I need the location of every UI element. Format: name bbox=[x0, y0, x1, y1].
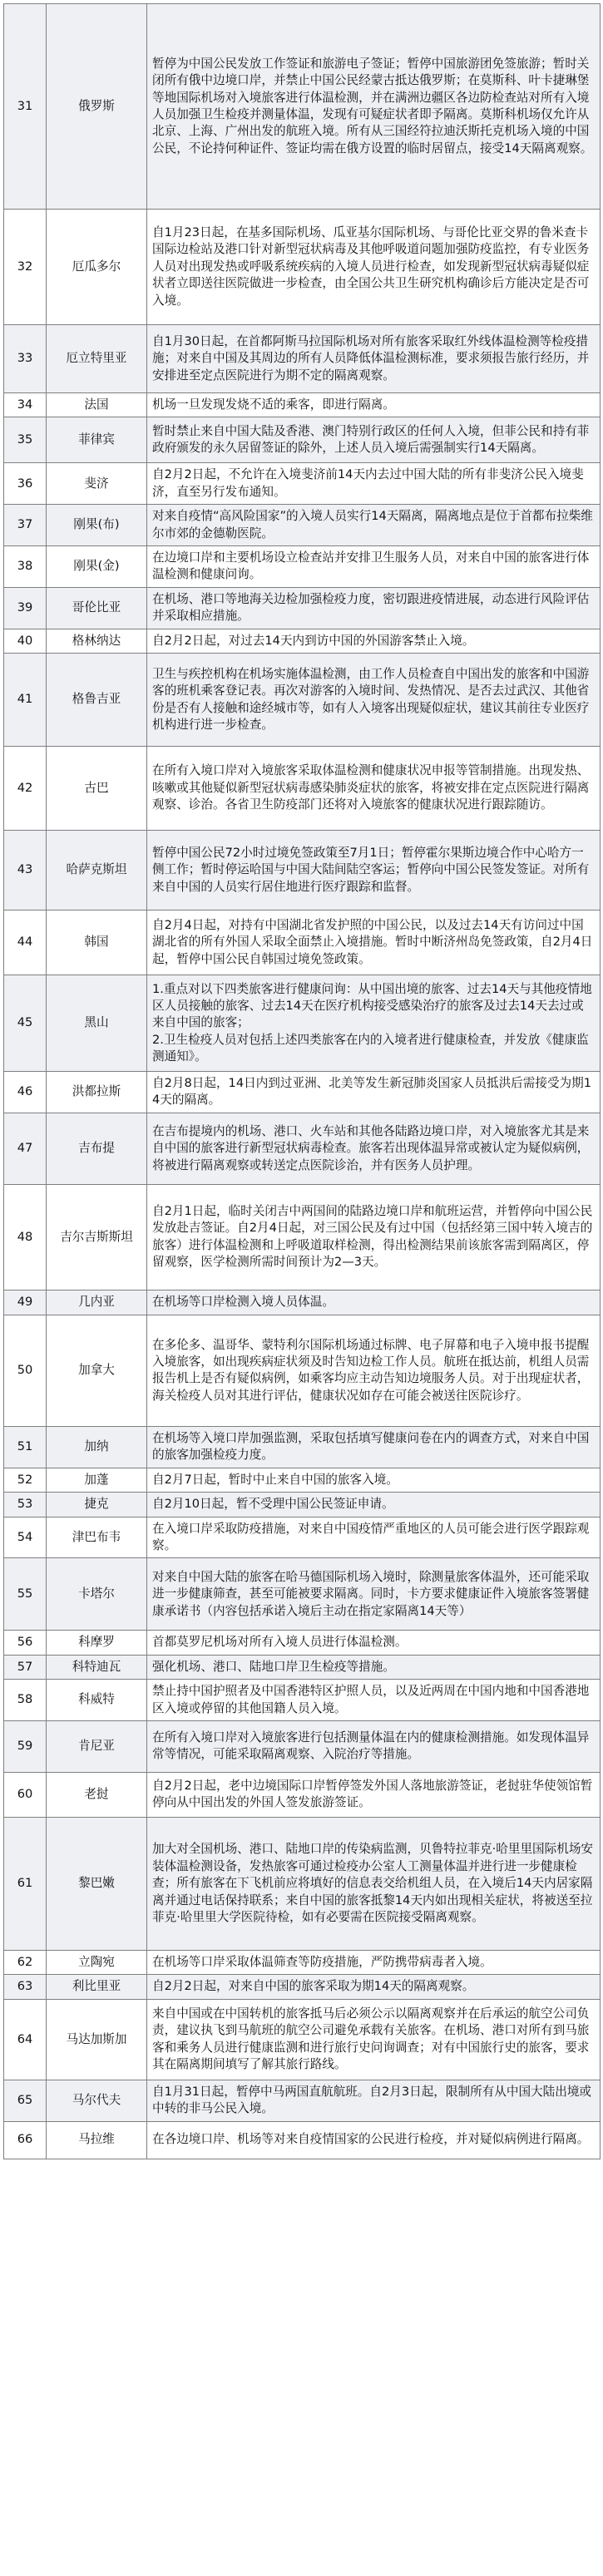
table-row bbox=[4, 546, 601, 588]
row-number: 66 bbox=[4, 2121, 47, 2159]
row-number: 35 bbox=[4, 417, 47, 463]
table-row bbox=[4, 1290, 601, 1315]
measures-table-wrapper bbox=[3, 3, 600, 2159]
country-name: 法国 bbox=[47, 393, 147, 417]
table-row bbox=[4, 1468, 601, 1492]
entry-measure-text: 自2月8日起，14日内到过亚洲、北美等发生新冠肺炎国家人员抵洪后需接受为期14天的隔离。 bbox=[147, 1072, 601, 1113]
country-name: 肯尼亚 bbox=[47, 1720, 147, 1772]
table-row bbox=[4, 2121, 601, 2159]
country-name: 加蓬 bbox=[47, 1468, 147, 1492]
table-row bbox=[4, 1817, 601, 1950]
country-name: 韩国 bbox=[47, 910, 147, 975]
table-row bbox=[4, 505, 601, 546]
row-number: 52 bbox=[4, 1468, 47, 1492]
entry-measure-text: 自2月2日起，对过去14天内到访中国的外国游客禁止入境。 bbox=[147, 629, 601, 653]
entry-measure-text: 在各边境口岸、机场等对来自疫情国家的公民进行检疫，并对疑似病例进行隔离。 bbox=[147, 2121, 601, 2159]
country-name: 菲律宾 bbox=[47, 417, 147, 463]
row-number: 64 bbox=[4, 1999, 47, 2080]
table-row bbox=[4, 210, 601, 325]
table-row bbox=[4, 654, 601, 747]
entry-measure-text: 对来自疫情“高风险国家”的入境人员实行14天隔离，隔离地点是位于首都布拉柴维尔市郊的金德勒医院。 bbox=[147, 505, 601, 546]
table-row bbox=[4, 1558, 601, 1631]
row-number: 62 bbox=[4, 1950, 47, 1974]
row-number: 50 bbox=[4, 1315, 47, 1426]
row-number: 55 bbox=[4, 1558, 47, 1631]
entry-measure-text: 在边境口岸和主要机场设立检查站并安排卫生服务人员，对来自中国的旅客进行体温检测和健康问询。 bbox=[147, 546, 601, 588]
entry-measure-text: 首都莫罗尼机场对所有入境人员进行体温检测。 bbox=[147, 1631, 601, 1655]
country-name: 津巴布韦 bbox=[47, 1517, 147, 1558]
entry-measure-text: 自2月7日起，暂时中止来自中国的旅客入境。 bbox=[147, 1468, 601, 1492]
entry-measure-text: 在多伦多、温哥华、蒙特利尔国际机场通过标牌、电子屏幕和电子入境申报书提醒入境旅客，如出现疾病症状须及时告知边检工作人员。航班在抵达前，机组人员需报告机上是否有疑似病例，如乘客均应主动告知边境服务人员。对于出现症状者，海关检疫人员对其进行评估，健康状况如存在可能会被送往医院诊疗。 bbox=[147, 1315, 601, 1426]
row-number: 37 bbox=[4, 505, 47, 546]
table-row bbox=[4, 1517, 601, 1558]
table-row bbox=[4, 1655, 601, 1679]
country-name: 斐济 bbox=[47, 463, 147, 505]
entry-measure-text: 在机场等入境口岸加强监测，采取包括填写健康问卷在内的调查方式，对来自中国的旅客加强检疫力度。 bbox=[147, 1426, 601, 1468]
entry-measure-text: 暂时禁止来自中国大陆及香港、澳门特别行政区的任何人入境，但菲公民和持有菲政府颁发的永久居留签证的除外，上述人员入境后需强制实行14天隔离。 bbox=[147, 417, 601, 463]
row-number: 65 bbox=[4, 2080, 47, 2121]
country-name: 黎巴嫩 bbox=[47, 1817, 147, 1950]
country-name: 科威特 bbox=[47, 1680, 147, 1721]
country-name: 厄瓜多尔 bbox=[47, 210, 147, 325]
row-number: 39 bbox=[4, 587, 47, 629]
entry-measure-text: 暂停为中国公民发放工作签证和旅游电子签证；暂停中国旅游团免签旅游；暂时关闭所有俄中边境口岸，并禁止中国公民经蒙古抵达俄罗斯；在莫斯科、叶卡捷琳堡等地国际机场对入境旅客进行体温检测，并在满洲边疆区各边防检查站对所有入境人员加强卫生检疫并测量体温，发现有可疑症状者即予隔离。莫斯科机场仅允许从北京、上海、广州出发的航班入境。所有从三国经符拉迪沃斯托克机场入境的中国公民，不论持何种证件、签证均需在俄方设置的临时居留点，接受14天隔离观察。 bbox=[147, 4, 601, 210]
row-number: 47 bbox=[4, 1113, 47, 1184]
country-name: 立陶宛 bbox=[47, 1950, 147, 1974]
entry-measures-table bbox=[3, 3, 601, 2159]
table-row bbox=[4, 747, 601, 831]
row-number: 53 bbox=[4, 1493, 47, 1517]
entry-measure-text: 自2月2日起，老中边境国际口岸暂停签发外国人落地旅游签证，老挝驻华使领馆暂停向从中国出发的外国人签发旅游签证。 bbox=[147, 1772, 601, 1817]
row-number: 41 bbox=[4, 654, 47, 747]
entry-measure-text: 加大对全国机场、港口、陆地口岸的传染病监测，贝鲁特拉菲克·哈里里国际机场安装体温检测设备，发热旅客可通过检疫办公室人工测量体温并进行进一步健康检查；所有旅客在下飞机前应将填好的信息表交给机组人员，在入境后14天内居家隔离并通过电话保持联系；来自中国的旅客抵黎14天内如出现相关症状，将被送至拉菲克·哈里里大学医院待检，如有必要需在医院接受隔离观察。 bbox=[147, 1817, 601, 1950]
entry-measure-text: 禁止持中国护照者及中国香港特区护照人员，以及近两周在中国内地和中国香港地区入境或停留的其他国籍人员入境。 bbox=[147, 1680, 601, 1721]
entry-measure-text: 自2月2日起，不允许在入境斐济前14天内去过中国大陆的所有非斐济公民入境斐济，直至另行发布通知。 bbox=[147, 463, 601, 505]
row-number: 59 bbox=[4, 1720, 47, 1772]
table-row bbox=[4, 831, 601, 910]
entry-measure-text: 自2月4日起，对持有中国湖北省发护照的中国公民，以及过去14天有访问过中国湖北省的所有外国人采取全面禁止入境措施。暂时中断济州岛免签政策，自2月4日起，暂停中国公民自韩国过境免签政策。 bbox=[147, 910, 601, 975]
row-number: 43 bbox=[4, 831, 47, 910]
row-number: 51 bbox=[4, 1426, 47, 1468]
entry-measure-text: 暂停中国公民72小时过境免签政策至7月1日；暂停霍尔果斯边境合作中心哈方一侧工作；暂时停运哈国与中国大陆间陆空客运；暂停向中国公民签发签证。对所有来自中国的人员实行居住地进行医疗跟踪和监督。 bbox=[147, 831, 601, 910]
row-number: 46 bbox=[4, 1072, 47, 1113]
entry-measure-text: 自1月30日起，在首都阿斯马拉国际机场对所有旅客采取红外线体温检测等检疫措施；对来自中国及其周边的所有人员降低体温检测标准，要求须报告旅行经历，并安排进至定点医院进行为期不定的隔离观察。 bbox=[147, 325, 601, 393]
row-number: 36 bbox=[4, 463, 47, 505]
row-number: 56 bbox=[4, 1631, 47, 1655]
entry-measure-text: 自2月1日起，临时关闭吉中两国间的陆路边境口岸和航班运营，并暂停向中国公民发放赴吉签证。自2月4日起，对三国公民及有过中国（包括经第三国中转入境吉的旅客）进行体温检测和上呼吸道取样检测，得出检测结果前该旅客需到隔离区，停留观察，医学检测所需时间预计为2—3天。 bbox=[147, 1184, 601, 1290]
table-row bbox=[4, 1184, 601, 1290]
table-row bbox=[4, 1631, 601, 1655]
country-name: 加拿大 bbox=[47, 1315, 147, 1426]
table-row bbox=[4, 1426, 601, 1468]
country-name: 马达加斯加 bbox=[47, 1999, 147, 2080]
country-name: 哥伦比亚 bbox=[47, 587, 147, 629]
country-name: 捷克 bbox=[47, 1493, 147, 1517]
row-number: 34 bbox=[4, 393, 47, 417]
row-number: 45 bbox=[4, 975, 47, 1072]
row-number: 58 bbox=[4, 1680, 47, 1721]
table-row bbox=[4, 1999, 601, 2080]
entry-measure-text: 卫生与疾控机构在机场实施体温检测，由工作人员检查自中国出发的旅客和中国游客的班机乘客登记表。再次对游客的入境时间、发热情况、是否去过武汉、其他省份是否有人接触和途经城市等，如有人入境客出现疑似症状，建议其前往专业医疗机构进行进一步检查。 bbox=[147, 654, 601, 747]
table-row bbox=[4, 1720, 601, 1772]
country-name: 古巴 bbox=[47, 747, 147, 831]
table-row bbox=[4, 910, 601, 975]
row-number: 63 bbox=[4, 1975, 47, 1999]
entry-measure-text: 在吉布提境内的机场、港口、火车站和其他各陆路边境口岸，对入境旅客尤其是来自中国的旅客进行新型冠状病毒检查。旅客若出现体温异常或被认定为疑似病例，将被进行隔离观察或转送定点医院诊治，并有医务人员护理。 bbox=[147, 1113, 601, 1184]
table-row bbox=[4, 1772, 601, 1817]
table-row bbox=[4, 587, 601, 629]
entry-measure-text: 在所有入境口岸对入境旅客进行包括测量体温在内的健康检测措施。如发现体温异常等情况，可能采取隔离观察、入院治疗等措施。 bbox=[147, 1720, 601, 1772]
country-name: 厄立特里亚 bbox=[47, 325, 147, 393]
entry-measure-text: 1.重点对以下四类旅客进行健康问询：从中国出境的旅客、过去14天与其他疫情地区人员接触的旅客、过去14天在医疗机构接受感染治疗的旅客及过去14天去过或来自中国的旅客； 2.卫生检疫人员对包括上述四类旅客在内的入境者进行健康检查，并发放《健康监测通知》。 bbox=[147, 975, 601, 1072]
country-name: 格林纳达 bbox=[47, 629, 147, 653]
table-body bbox=[4, 4, 601, 2159]
country-name: 吉尔吉斯斯坦 bbox=[47, 1184, 147, 1290]
table-row bbox=[4, 1315, 601, 1426]
country-name: 刚果(布) bbox=[47, 505, 147, 546]
country-name: 卡塔尔 bbox=[47, 1558, 147, 1631]
entry-measure-text: 自2月2日起，对来自中国的旅客采取为期14天的隔离观察。 bbox=[147, 1975, 601, 1999]
row-number: 38 bbox=[4, 546, 47, 588]
country-name: 几内亚 bbox=[47, 1290, 147, 1315]
entry-measure-text: 在机场等口岸检测入境人员体温。 bbox=[147, 1290, 601, 1315]
country-name: 格鲁吉亚 bbox=[47, 654, 147, 747]
row-number: 31 bbox=[4, 4, 47, 210]
entry-measure-text: 强化机场、港口、陆地口岸卫生检疫等措施。 bbox=[147, 1655, 601, 1679]
row-number: 48 bbox=[4, 1184, 47, 1290]
country-name: 洪都拉斯 bbox=[47, 1072, 147, 1113]
table-row bbox=[4, 325, 601, 393]
table-row bbox=[4, 975, 601, 1072]
row-number: 40 bbox=[4, 629, 47, 653]
country-name: 老挝 bbox=[47, 1772, 147, 1817]
table-row bbox=[4, 1072, 601, 1113]
table-row bbox=[4, 463, 601, 505]
entry-measure-text: 机场一旦发现发烧不适的乘客，即进行隔离。 bbox=[147, 393, 601, 417]
table-row bbox=[4, 4, 601, 210]
country-name: 科摩罗 bbox=[47, 1631, 147, 1655]
table-row bbox=[4, 1113, 601, 1184]
entry-measure-text: 自1月23日起，在基多国际机场、瓜亚基尔国际机场、与哥伦比亚交界的鲁米查卡国际边检站及港口针对新型冠状病毒及其他呼吸道问题加强防疫监控，有专业医务人员对出现发热或呼吸系统疾病的入境人员进行检查，如发现新型冠状病毒疑似症状者立即送往医院做进一步检查，由全国公共卫生研究机构确诊后方能决定是否可入境。 bbox=[147, 210, 601, 325]
row-number: 61 bbox=[4, 1817, 47, 1950]
country-name: 刚果(金) bbox=[47, 546, 147, 588]
table-row bbox=[4, 1950, 601, 1974]
entry-measure-text: 在入境口岸采取防疫措施，对来自中国疫情严重地区的人员可能会进行医学跟踪观察。 bbox=[147, 1517, 601, 1558]
country-name: 科特迪瓦 bbox=[47, 1655, 147, 1679]
row-number: 60 bbox=[4, 1772, 47, 1817]
entry-measure-text: 在所有入境口岸对入境旅客采取体温检测和健康状况申报等管制措施。出现发热、咳嗽或其他疑似新型冠状病毒感染肺炎症状的旅客，将被安排在定点医院进行隔离观察、诊治。各省卫生防疫部门还将对入境旅客的健康状况进行跟踪随访。 bbox=[147, 747, 601, 831]
country-name: 加纳 bbox=[47, 1426, 147, 1468]
table-row bbox=[4, 1975, 601, 1999]
row-number: 49 bbox=[4, 1290, 47, 1315]
table-row bbox=[4, 2080, 601, 2121]
row-number: 54 bbox=[4, 1517, 47, 1558]
row-number: 57 bbox=[4, 1655, 47, 1679]
row-number: 42 bbox=[4, 747, 47, 831]
row-number: 33 bbox=[4, 325, 47, 393]
entry-measure-text: 自2月10日起，暂不受理中国公民签证申请。 bbox=[147, 1493, 601, 1517]
country-name: 黑山 bbox=[47, 975, 147, 1072]
country-name: 哈萨克斯坦 bbox=[47, 831, 147, 910]
table-row bbox=[4, 629, 601, 653]
table-row bbox=[4, 1680, 601, 1721]
entry-measure-text: 在机场、港口等地海关边检加强检疫力度，密切跟进疫情进展，动态进行风险评估并采取相应措施。 bbox=[147, 587, 601, 629]
country-name: 利比里亚 bbox=[47, 1975, 147, 1999]
entry-measure-text: 来自中国或在中国转机的旅客抵马后必须公示以隔离观察并在后承运的航空公司负责，建议执飞到马航班的航空公司避免承载有关旅客。在机场、港口对所有到马旅客和乘务人员进行健康监测和进行旅行史问询调查；对有中国旅行史的旅客，要求其在隔离期间填写了解其旅行路线。 bbox=[147, 1999, 601, 2080]
entry-measure-text: 自1月31日起，暂停中马两国直航航班。自2月3日起，限制所有从中国大陆出境或中转的非马公民入境。 bbox=[147, 2080, 601, 2121]
country-name: 吉布提 bbox=[47, 1113, 147, 1184]
row-number: 32 bbox=[4, 210, 47, 325]
country-name: 马拉维 bbox=[47, 2121, 147, 2159]
entry-measure-text: 对来自中国大陆的旅客在哈马德国际机场入境时，除测量旅客体温外，还可能采取进一步健康筛查，甚至可能被要求隔离。同时，卡方要求健康证件入境旅客签署健康承诺书（内容包括承诺入境后主动在指定家隔离14天等） bbox=[147, 1558, 601, 1631]
table-row bbox=[4, 393, 601, 417]
country-name: 马尔代夫 bbox=[47, 2080, 147, 2121]
row-number: 44 bbox=[4, 910, 47, 975]
entry-measure-text: 在机场等口岸采取体温筛查等防疫措施，严防携带病毒者入境。 bbox=[147, 1950, 601, 1974]
table-row bbox=[4, 417, 601, 463]
table-row bbox=[4, 1493, 601, 1517]
country-name: 俄罗斯 bbox=[47, 4, 147, 210]
